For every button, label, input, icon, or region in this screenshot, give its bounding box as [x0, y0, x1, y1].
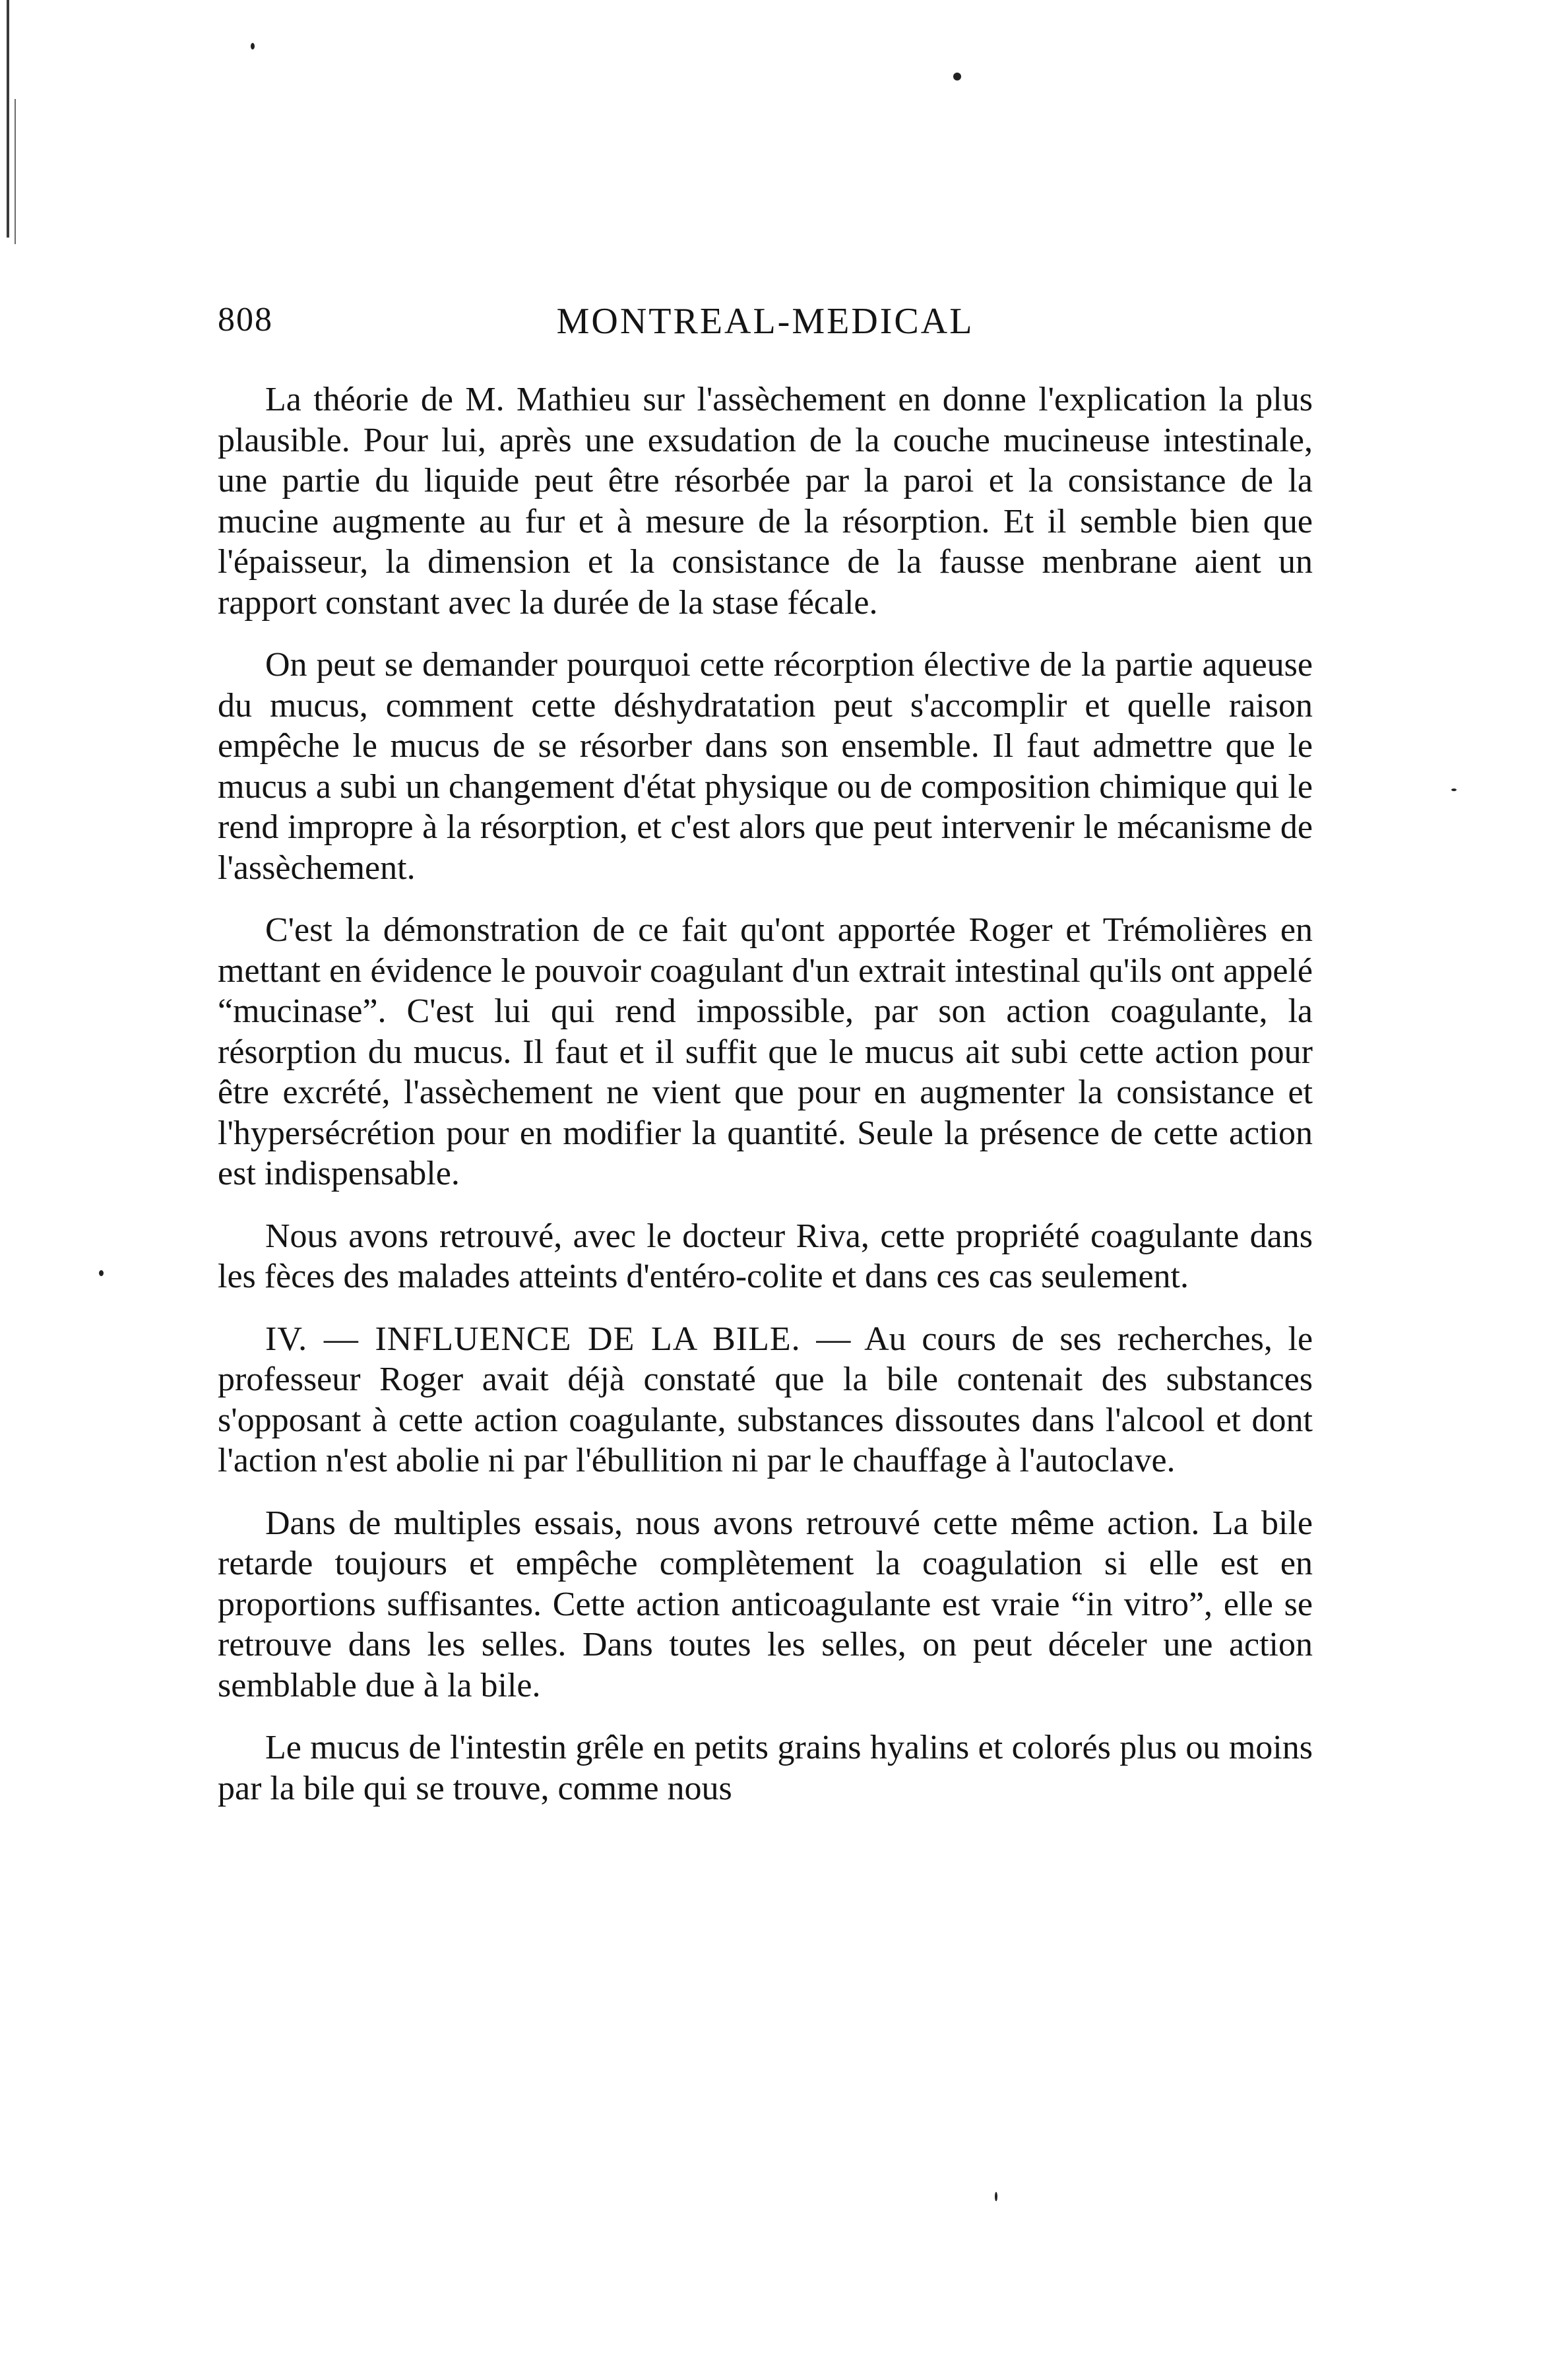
section-heading-text: — Au cours de ses recherches, le professeur Roger avait déjà constaté que la bile contenait des substances s'opposant à cette action coagulante, substances dissoutes dans l'alcool et dont l'action n'est abolie ni par l'ébullition ni par le chauffage à l'autoclave.	[218, 1320, 1313, 1479]
page-number: 808	[218, 301, 273, 338]
body-text	[218, 379, 1313, 1830]
paragraph-6: Dans de multiples essais, nous avons retrouvé cette même action. La bile retarde toujours et empêche complètement la coagulation si elle est en proportions suffisantes. Cette action anticoagulante est vraie “in vitro”, elle se retrouve dans les selles. Dans toutes les selles, on peut déceler une action semblable due à la bile.	[218, 1504, 1313, 1704]
page-header	[218, 300, 1313, 353]
ink-speck	[251, 43, 255, 49]
paragraph-1: La théorie de M. Mathieu sur l'assèchement en donne l'explication la plus plausible. Pour lui, après une exsudation de la couche mucineuse intestinale, une partie du liquide peut être résorbée par la paroi et la consistance de la mucine augmente au fur et à mesure de la résorption. Et il semble bien que l'épaisseur, la dimension et la consistance de la fausse menbrane aient un rapport constant avec la durée de la stase fécale.	[218, 381, 1313, 622]
paragraph-4: Nous avons retrouvé, avec le docteur Riva, cette propriété coagulante dans les fèces des malades atteints d'entéro-colite et dans ces cas seulement.	[218, 1217, 1313, 1295]
ink-speck	[99, 1270, 104, 1276]
paragraph-3: C'est la démonstration de ce fait qu'ont apportée Roger et Trémolières en mettant en évidence le pouvoir coagulant d'un extrait intestinal qu'ils ont appelé “mucinase”. C'est lui qui rend impossible, par son action coagulante, la résorption du mucus. Il faut et il suffit que le mucus ait subi cette action pour être excrété, l'assèchement ne vient que pour en augmenter la consistance et l'hypersécrétion pour en modifier la quantité. Seule la présence de cette action est indispensable.	[218, 911, 1313, 1192]
ink-speck	[995, 2192, 997, 2201]
paragraph-5	[218, 1319, 1313, 1481]
ink-speck	[1451, 788, 1457, 791]
scan-binding-edge	[7, 0, 9, 238]
scan-binding-edge-inner	[15, 99, 16, 244]
section-heading: IV. — INFLUENCE DE LA BILE.	[265, 1320, 801, 1358]
paragraph-2: On peut se demander pourquoi cette récorption élective de la partie aqueuse du mucus, comment cette déshydratation peut s'accomplir et quelle raison empêche le mucus de se résorber dans son ensemble. Il faut admettre que le mucus a subi un changement d'état physique ou de composition chimique qui le rend impropre à la résorption, et c'est alors que peut intervenir le mécanisme de l'assèchement.	[218, 646, 1313, 887]
running-title: MONTREAL-MEDICAL	[556, 301, 974, 342]
ink-speck	[953, 73, 961, 80]
paragraph-7: Le mucus de l'intestin grêle en petits grains hyalins et colorés plus ou moins par la bile qui se trouve, comme nous	[218, 1729, 1313, 1807]
